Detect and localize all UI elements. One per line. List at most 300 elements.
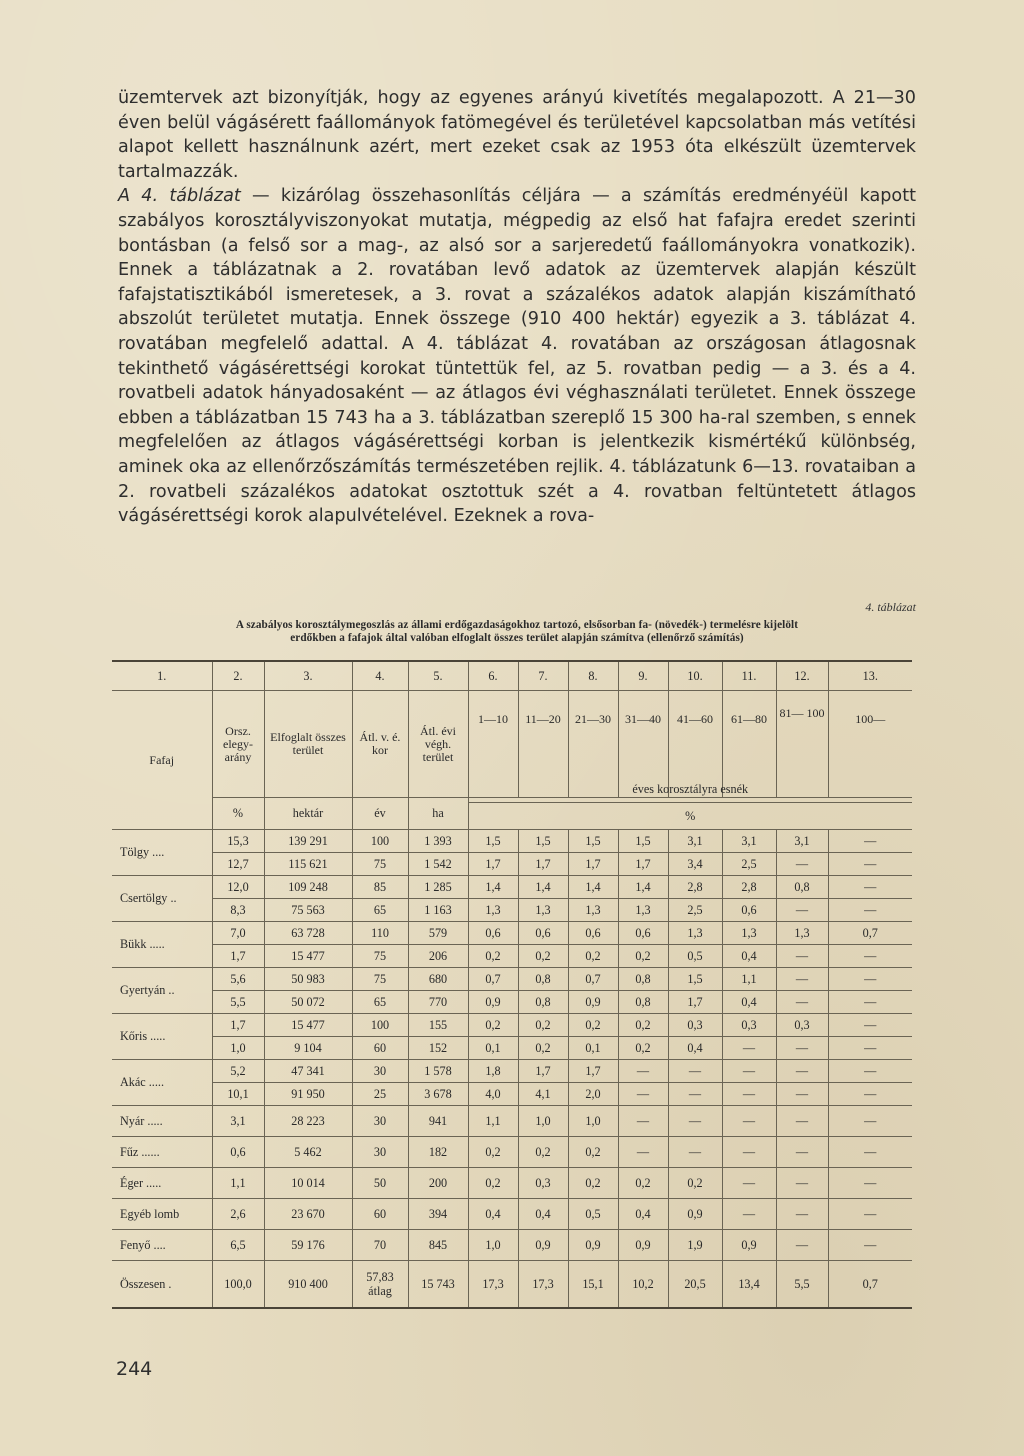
- table-cell: —: [828, 991, 912, 1014]
- table-cell: —: [618, 1083, 668, 1106]
- table-cell: 1,4: [568, 876, 618, 899]
- page-number: 244: [116, 1358, 153, 1380]
- table-cell: 1 285: [408, 876, 468, 899]
- table-row: [112, 853, 912, 876]
- total-value: 13,4: [738, 1277, 760, 1291]
- header-age: 41—60: [668, 691, 722, 798]
- species-name: Akác .....: [112, 1060, 212, 1106]
- table-cell: 75: [352, 968, 408, 991]
- table-cell: —: [722, 1168, 776, 1199]
- table-cell: 15 477: [264, 1014, 352, 1037]
- table-cell: 1,0: [212, 1037, 264, 1060]
- table-cell: 65: [352, 899, 408, 922]
- table-cell: 75: [352, 853, 408, 876]
- table-cell: 206: [408, 945, 468, 968]
- species-name: Csertölgy ..: [112, 876, 212, 922]
- table-cell: 0,6: [468, 922, 518, 945]
- table-cell: 0,6: [518, 922, 568, 945]
- table-cell: —: [668, 1083, 722, 1106]
- table-cell: —: [722, 1106, 776, 1137]
- table-row: [112, 991, 912, 1014]
- table-cell: 1,0: [518, 1106, 568, 1137]
- total-value: 17,3: [532, 1277, 554, 1291]
- table-cell: 8,3: [212, 899, 264, 922]
- table-row: [112, 830, 912, 853]
- table-cell: 30: [352, 1060, 408, 1083]
- table-cell: 15 477: [264, 945, 352, 968]
- table-cell: —: [776, 1168, 828, 1199]
- table-cell: 0,2: [568, 1137, 618, 1168]
- table-cell: 2,8: [722, 876, 776, 899]
- total-value: 20,5: [684, 1277, 706, 1291]
- table-cell: —: [828, 1230, 912, 1261]
- table-cell: —: [776, 853, 828, 876]
- total-value: 5,5: [794, 1277, 810, 1291]
- table-cell: 1,4: [618, 876, 668, 899]
- table-cell: 60: [352, 1037, 408, 1060]
- table-cell: 0,8: [518, 968, 568, 991]
- col-number: 11.: [722, 661, 776, 691]
- paragraph-2: [118, 184, 916, 528]
- table-cell: —: [668, 1106, 722, 1137]
- table-row: [112, 899, 912, 922]
- table-cell: —: [722, 1060, 776, 1083]
- unit-c2: %: [212, 798, 264, 830]
- table-cell: —: [776, 1037, 828, 1060]
- total-label: Összesen .: [112, 1261, 212, 1309]
- total-cell: [468, 1261, 518, 1309]
- table-cell: —: [722, 1199, 776, 1230]
- table-label: 4. táblázat: [865, 600, 916, 614]
- table-cell: 0,9: [468, 991, 518, 1014]
- table-row: [112, 876, 912, 899]
- table-cell: 1,3: [776, 922, 828, 945]
- table-cell: 1,1: [722, 968, 776, 991]
- table-cell: —: [668, 1060, 722, 1083]
- table-cell: —: [828, 1037, 912, 1060]
- table-cell: 1,8: [468, 1060, 518, 1083]
- table-cell: 0,9: [568, 1230, 618, 1261]
- table-cell: —: [722, 1037, 776, 1060]
- total-cell: [212, 1261, 264, 1309]
- col-number: 12.: [776, 661, 828, 691]
- table-row: [112, 1014, 912, 1037]
- table-cell: —: [618, 1106, 668, 1137]
- table-cell: 63 728: [264, 922, 352, 945]
- table-cell: 4,0: [468, 1083, 518, 1106]
- col-number: 1.: [112, 661, 212, 691]
- table-cell: 4,1: [518, 1083, 568, 1106]
- table-cell: 0,7: [828, 922, 912, 945]
- table-row: [112, 1137, 912, 1168]
- table-cell: 3,4: [668, 853, 722, 876]
- species-name: Kőris .....: [112, 1014, 212, 1060]
- unit-row: [112, 798, 912, 830]
- total-row: [112, 1261, 912, 1309]
- table-row: [112, 1199, 912, 1230]
- unit-c3: hektár: [264, 798, 352, 830]
- col-number: 3.: [264, 661, 352, 691]
- table-cell: 1,5: [518, 830, 568, 853]
- table-cell: 59 176: [264, 1230, 352, 1261]
- table-cell: —: [828, 1106, 912, 1137]
- total-cell: [668, 1261, 722, 1309]
- table-cell: 25: [352, 1083, 408, 1106]
- table-cell: 75 563: [264, 899, 352, 922]
- age-class-table: [112, 660, 912, 1309]
- table-cell: 0,1: [568, 1037, 618, 1060]
- total-cell: [568, 1261, 618, 1309]
- table-row: [112, 1083, 912, 1106]
- table-cell: 0,3: [776, 1014, 828, 1037]
- header-age: 31—40: [618, 691, 668, 798]
- total-cell: [828, 1261, 912, 1309]
- species-name: Bükk .....: [112, 922, 212, 968]
- table-cell: 0,9: [518, 1230, 568, 1261]
- paragraph-2-text: — kizárólag összehasonlítás céljára — a számítás eredményéül kapott szabályos korosztályviszonyokat mutatja, mégpedig az első hat fafajra eredet szerinti bontásban (a felső sor a mag-, az alsó sor a sarjeredetű faállományokra vonatkozik). Ennek a táblázatnak a 2. rovatában levő adatok az üzemtervek alapján készült fafajstatisztikából ismeretesek, a 3. rovat a százalékos adatok alapján kiszámítható abszolút területet mutatja. Ennek összege (910 400 hektár) egyezik a 3. táblázat 4. rovatában megfelelő adattal. A 4. táblázat 4. rovatában az országosan átlagosnak tekinthető vágásérettségi korokat tüntettük fel, az 5. rovatban pedig — a 3. és a 4. rovatbeli adatok hányadosaként — az átlagos évi véghasználati területet. Ennek összege ebben a táblázatban 15 743 ha a 3. táblázatban szereplő 15 300 ha-ral szemben, s ennek megfelelően az átlagos vágásérettségi korban is jelentkezik kismértékű különbség, aminek oka az ellenőrzőszámítás természetében rejlik. 4. táblázatunk 6—13. rovataiban a 2. rovatbeli százalékos adatokat osztottuk szét a 4. rovatban feltüntetett átlagos vágásérettségi korok alapulvételével. Ezeknek a rova-: [118, 186, 916, 527]
- table-cell: 85: [352, 876, 408, 899]
- header-c5: Átl. évi végh. terület: [408, 691, 468, 798]
- table-cell: 15,3: [212, 830, 264, 853]
- total-value: 57,83: [366, 1270, 394, 1284]
- table-cell: 0,3: [722, 1014, 776, 1037]
- table-cell: 0,2: [568, 945, 618, 968]
- unit-percent: %: [685, 809, 696, 823]
- table-cell: —: [776, 1199, 828, 1230]
- table-row: [112, 1037, 912, 1060]
- table-cell: 0,9: [618, 1230, 668, 1261]
- table-cell: 152: [408, 1037, 468, 1060]
- table-cell: —: [618, 1060, 668, 1083]
- table-cell: 75: [352, 945, 408, 968]
- col-number: 6.: [468, 661, 518, 691]
- table-cell: 1,7: [668, 991, 722, 1014]
- table-cell: 0,8: [618, 968, 668, 991]
- table-cell: —: [828, 1060, 912, 1083]
- table-cell: —: [828, 1168, 912, 1199]
- col-number: 13.: [828, 661, 912, 691]
- table-cell: 0,2: [618, 1168, 668, 1199]
- table-cell: 0,6: [212, 1137, 264, 1168]
- table-cell: 0,2: [618, 945, 668, 968]
- table-cell: 50: [352, 1168, 408, 1199]
- col-number: 9.: [618, 661, 668, 691]
- table-cell: 65: [352, 991, 408, 1014]
- total-value: 15,1: [582, 1277, 604, 1291]
- table-cell: 139 291: [264, 830, 352, 853]
- total-value: 10,2: [632, 1277, 654, 1291]
- table-cell: 3,1: [776, 830, 828, 853]
- species-name: Tölgy ....: [112, 830, 212, 876]
- table-row: [112, 1060, 912, 1083]
- table-cell: 0,2: [518, 1137, 568, 1168]
- header-c3: Elfoglalt összes terület: [264, 691, 352, 798]
- header-age: 11—20: [518, 691, 568, 798]
- table-cell: 1,7: [468, 853, 518, 876]
- table-cell: 0,8: [618, 991, 668, 1014]
- table-cell: 1,4: [518, 876, 568, 899]
- table-cell: 1,9: [668, 1230, 722, 1261]
- table-cell: 109 248: [264, 876, 352, 899]
- table-cell: 0,4: [722, 991, 776, 1014]
- total-cell: [408, 1261, 468, 1309]
- table-cell: 0,8: [518, 991, 568, 1014]
- unit-c4: év: [352, 798, 408, 830]
- table-cell: 0,2: [468, 1168, 518, 1199]
- table-cell: 1,3: [568, 899, 618, 922]
- table-cell: 0,2: [568, 1168, 618, 1199]
- header-age: 1—10: [468, 691, 518, 798]
- table-cell: 0,9: [568, 991, 618, 1014]
- header-age: 61—80: [722, 691, 776, 798]
- table-cell: 30: [352, 1106, 408, 1137]
- table-cell: —: [776, 968, 828, 991]
- table-cell: —: [828, 876, 912, 899]
- body-text: [118, 86, 916, 529]
- total-value: 910 400: [288, 1277, 328, 1291]
- table-cell: 3 678: [408, 1083, 468, 1106]
- table-cell: 1,3: [518, 899, 568, 922]
- header-age: 21—30: [568, 691, 618, 798]
- col-number: 4.: [352, 661, 408, 691]
- table-row: [112, 968, 912, 991]
- table-cell: 1,3: [668, 922, 722, 945]
- table-cell: 1,4: [468, 876, 518, 899]
- total-cell: [352, 1261, 408, 1309]
- table-cell: 50 072: [264, 991, 352, 1014]
- table-cell: —: [776, 899, 828, 922]
- table-cell: 9 104: [264, 1037, 352, 1060]
- table-cell: 10 014: [264, 1168, 352, 1199]
- table-cell: 110: [352, 922, 408, 945]
- header-c4: Átl. v. é. kor: [352, 691, 408, 798]
- species-name: Nyár .....: [112, 1106, 212, 1137]
- total-note: átlag: [368, 1284, 392, 1298]
- table-cell: 680: [408, 968, 468, 991]
- table-cell: —: [828, 1083, 912, 1106]
- table-cell: 1,5: [468, 830, 518, 853]
- table-cell: 12,7: [212, 853, 264, 876]
- table-caption: [112, 619, 922, 645]
- table-cell: —: [828, 1014, 912, 1037]
- table-cell: 770: [408, 991, 468, 1014]
- table-cell: 1 393: [408, 830, 468, 853]
- table-cell: 1,7: [518, 1060, 568, 1083]
- table-cell: 115 621: [264, 853, 352, 876]
- table-cell: 0,4: [518, 1199, 568, 1230]
- table-cell: —: [776, 1230, 828, 1261]
- table-cell: 50 983: [264, 968, 352, 991]
- table-cell: 100: [352, 1014, 408, 1037]
- table-cell: 1,7: [568, 1060, 618, 1083]
- table-cell: 30: [352, 1137, 408, 1168]
- table-cell: 1,5: [618, 830, 668, 853]
- total-value: 17,3: [482, 1277, 504, 1291]
- table-cell: 0,7: [568, 968, 618, 991]
- table-cell: 1 163: [408, 899, 468, 922]
- table-cell: 200: [408, 1168, 468, 1199]
- table-cell: 0,2: [518, 1014, 568, 1037]
- header-c2: Orsz. elegy- arány: [212, 691, 264, 798]
- table-cell: 1,3: [722, 922, 776, 945]
- table-cell: 0,6: [722, 899, 776, 922]
- col-number: 7.: [518, 661, 568, 691]
- table-cell: 47 341: [264, 1060, 352, 1083]
- table-cell: 1,7: [212, 1014, 264, 1037]
- table-cell: 1,5: [668, 968, 722, 991]
- table-cell: —: [776, 1083, 828, 1106]
- table-cell: 0,2: [618, 1037, 668, 1060]
- table-cell: 1,0: [468, 1230, 518, 1261]
- table-cell: 0,2: [568, 1014, 618, 1037]
- total-cell: [264, 1261, 352, 1309]
- species-name: Gyertyán ..: [112, 968, 212, 1014]
- table-cell: 10,1: [212, 1083, 264, 1106]
- table-cell: 0,2: [468, 945, 518, 968]
- table-row: [112, 922, 912, 945]
- table-cell: 0,4: [722, 945, 776, 968]
- table-cell: 3,1: [668, 830, 722, 853]
- header-age: 81— 100: [776, 691, 828, 798]
- table-cell: 0,2: [668, 1168, 722, 1199]
- table-cell: 0,4: [468, 1199, 518, 1230]
- table-row: [112, 1230, 912, 1261]
- column-number-row: [112, 661, 912, 691]
- table-cell: —: [828, 830, 912, 853]
- table-cell: 0,4: [668, 1037, 722, 1060]
- table-cell: 2,0: [568, 1083, 618, 1106]
- unit-ages: [468, 782, 912, 830]
- table-cell: 5,6: [212, 968, 264, 991]
- total-cell: [722, 1261, 776, 1309]
- table-cell: 1,3: [468, 899, 518, 922]
- table-reference: A 4. táblázat: [118, 186, 241, 207]
- table-cell: 2,5: [722, 853, 776, 876]
- col-number: 2.: [212, 661, 264, 691]
- table-cell: 155: [408, 1014, 468, 1037]
- table-cell: 2,6: [212, 1199, 264, 1230]
- total-cell: [518, 1261, 568, 1309]
- table-cell: 0,4: [618, 1199, 668, 1230]
- table-cell: 0,2: [518, 1037, 568, 1060]
- table-cell: —: [776, 1106, 828, 1137]
- table-cell: 1,7: [618, 853, 668, 876]
- table-cell: 0,3: [518, 1168, 568, 1199]
- table-cell: 1 578: [408, 1060, 468, 1083]
- table-row: [112, 945, 912, 968]
- table-cell: 1,7: [212, 945, 264, 968]
- total-value: 15 743: [421, 1277, 455, 1291]
- table-cell: 0,2: [468, 1137, 518, 1168]
- table-cell: 5 462: [264, 1137, 352, 1168]
- table-cell: 23 670: [264, 1199, 352, 1230]
- table-cell: —: [776, 1060, 828, 1083]
- table-cell: 7,0: [212, 922, 264, 945]
- table-cell: 0,3: [668, 1014, 722, 1037]
- table-cell: 394: [408, 1199, 468, 1230]
- table-cell: 60: [352, 1199, 408, 1230]
- table-cell: 91 950: [264, 1083, 352, 1106]
- table-cell: 0,2: [468, 1014, 518, 1037]
- table-cell: 1,1: [212, 1168, 264, 1199]
- table-cell: 2,5: [668, 899, 722, 922]
- table-cell: 0,1: [468, 1037, 518, 1060]
- table-cell: 579: [408, 922, 468, 945]
- table-cell: 0,2: [618, 1014, 668, 1037]
- table-cell: —: [828, 853, 912, 876]
- table-cell: —: [776, 991, 828, 1014]
- col-number: 10.: [668, 661, 722, 691]
- table-cell: 2,8: [668, 876, 722, 899]
- table-cell: 0,6: [568, 922, 618, 945]
- table-cell: 941: [408, 1106, 468, 1137]
- total-cell: [618, 1261, 668, 1309]
- table-cell: 0,6: [618, 922, 668, 945]
- table-cell: 1 542: [408, 853, 468, 876]
- header-age: 100—: [828, 691, 912, 798]
- table-cell: —: [722, 1137, 776, 1168]
- col-number: 5.: [408, 661, 468, 691]
- age-note: éves korosztályra esnék: [469, 776, 913, 803]
- table-cell: 12,0: [212, 876, 264, 899]
- table-cell: 0,9: [668, 1199, 722, 1230]
- table-caption-line-1: A szabályos korosztálymegoszlás az állami erdőgazdaságokhoz tartozó, elsősorban fa- (növedék-) termelésre kijelölt: [235, 619, 799, 631]
- species-name: Egyéb lomb: [112, 1199, 212, 1230]
- table-cell: 1,1: [468, 1106, 518, 1137]
- unit-c5: ha: [408, 798, 468, 830]
- table-cell: 1,7: [568, 853, 618, 876]
- table-cell: 100: [352, 830, 408, 853]
- table-cell: —: [828, 945, 912, 968]
- total-value: 100,0: [224, 1277, 252, 1291]
- table-cell: 3,1: [212, 1106, 264, 1137]
- table-cell: 0,7: [468, 968, 518, 991]
- table-row: [112, 1106, 912, 1137]
- table-cell: 845: [408, 1230, 468, 1261]
- table-cell: 6,5: [212, 1230, 264, 1261]
- table-cell: —: [828, 1199, 912, 1230]
- table-cell: 0,5: [668, 945, 722, 968]
- table-cell: 1,3: [618, 899, 668, 922]
- col-number: 8.: [568, 661, 618, 691]
- table-row: [112, 1168, 912, 1199]
- table-cell: —: [776, 1137, 828, 1168]
- species-name: Fűz ......: [112, 1137, 212, 1168]
- species-name: Fenyő ....: [112, 1230, 212, 1261]
- table-cell: —: [618, 1137, 668, 1168]
- table-cell: —: [668, 1137, 722, 1168]
- table-cell: 70: [352, 1230, 408, 1261]
- total-value: 0,7: [862, 1277, 878, 1291]
- table-cell: 5,5: [212, 991, 264, 1014]
- table-cell: 1,0: [568, 1106, 618, 1137]
- table-cell: 1,7: [518, 853, 568, 876]
- fafaj-header: Fafaj: [112, 691, 212, 830]
- table-cell: 0,2: [518, 945, 568, 968]
- species-name: Éger .....: [112, 1168, 212, 1199]
- table-caption-line-2: erdőkben a fafajok által valóban elfoglalt összes terület alapján számítva (ellenőrző számítás): [290, 632, 744, 644]
- table-cell: 5,2: [212, 1060, 264, 1083]
- table-cell: —: [776, 945, 828, 968]
- table-cell: —: [722, 1083, 776, 1106]
- table-cell: 182: [408, 1137, 468, 1168]
- table-cell: 0,5: [568, 1199, 618, 1230]
- table-cell: —: [828, 899, 912, 922]
- table-cell: —: [828, 968, 912, 991]
- table-cell: 3,1: [722, 830, 776, 853]
- table-cell: —: [828, 1137, 912, 1168]
- total-cell: [776, 1261, 828, 1309]
